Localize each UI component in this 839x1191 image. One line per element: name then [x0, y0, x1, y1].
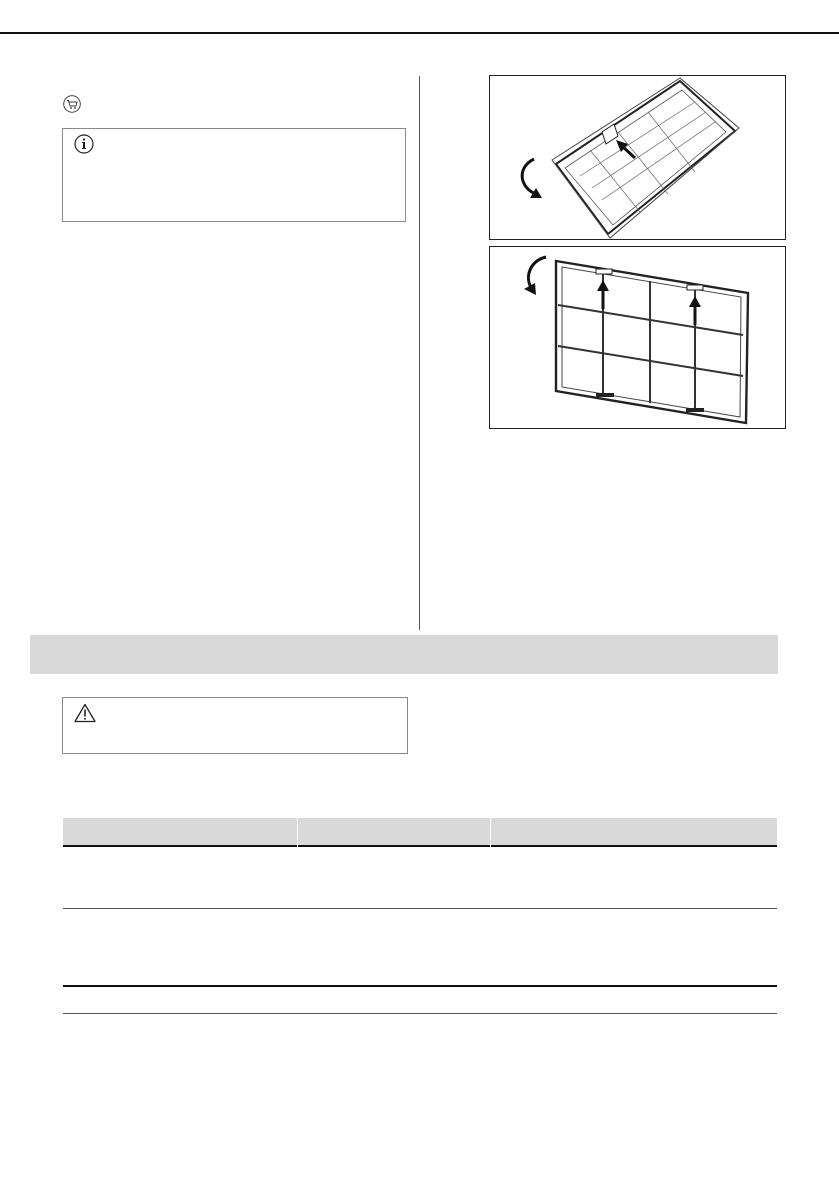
table-header	[63, 818, 777, 847]
info-note-box	[62, 128, 406, 222]
info-icon	[74, 134, 94, 154]
table-column-divider	[490, 818, 491, 847]
warning-triangle-icon	[74, 703, 96, 723]
shopping-cart-icon	[63, 95, 81, 113]
table-row-divider	[63, 985, 777, 987]
filter-frame-drawing	[490, 247, 785, 428]
table-row-divider	[63, 908, 777, 909]
filter-removal-figure-top	[489, 75, 786, 240]
warning-note-box	[62, 697, 408, 754]
filter-tilt-drawing	[490, 76, 785, 239]
table-column-divider	[297, 818, 298, 847]
section-heading-band	[30, 635, 778, 674]
table-bottom-rule	[63, 1013, 777, 1014]
column-divider	[419, 76, 420, 630]
top-rule	[0, 32, 839, 34]
filter-removal-figure-bottom	[489, 246, 786, 429]
